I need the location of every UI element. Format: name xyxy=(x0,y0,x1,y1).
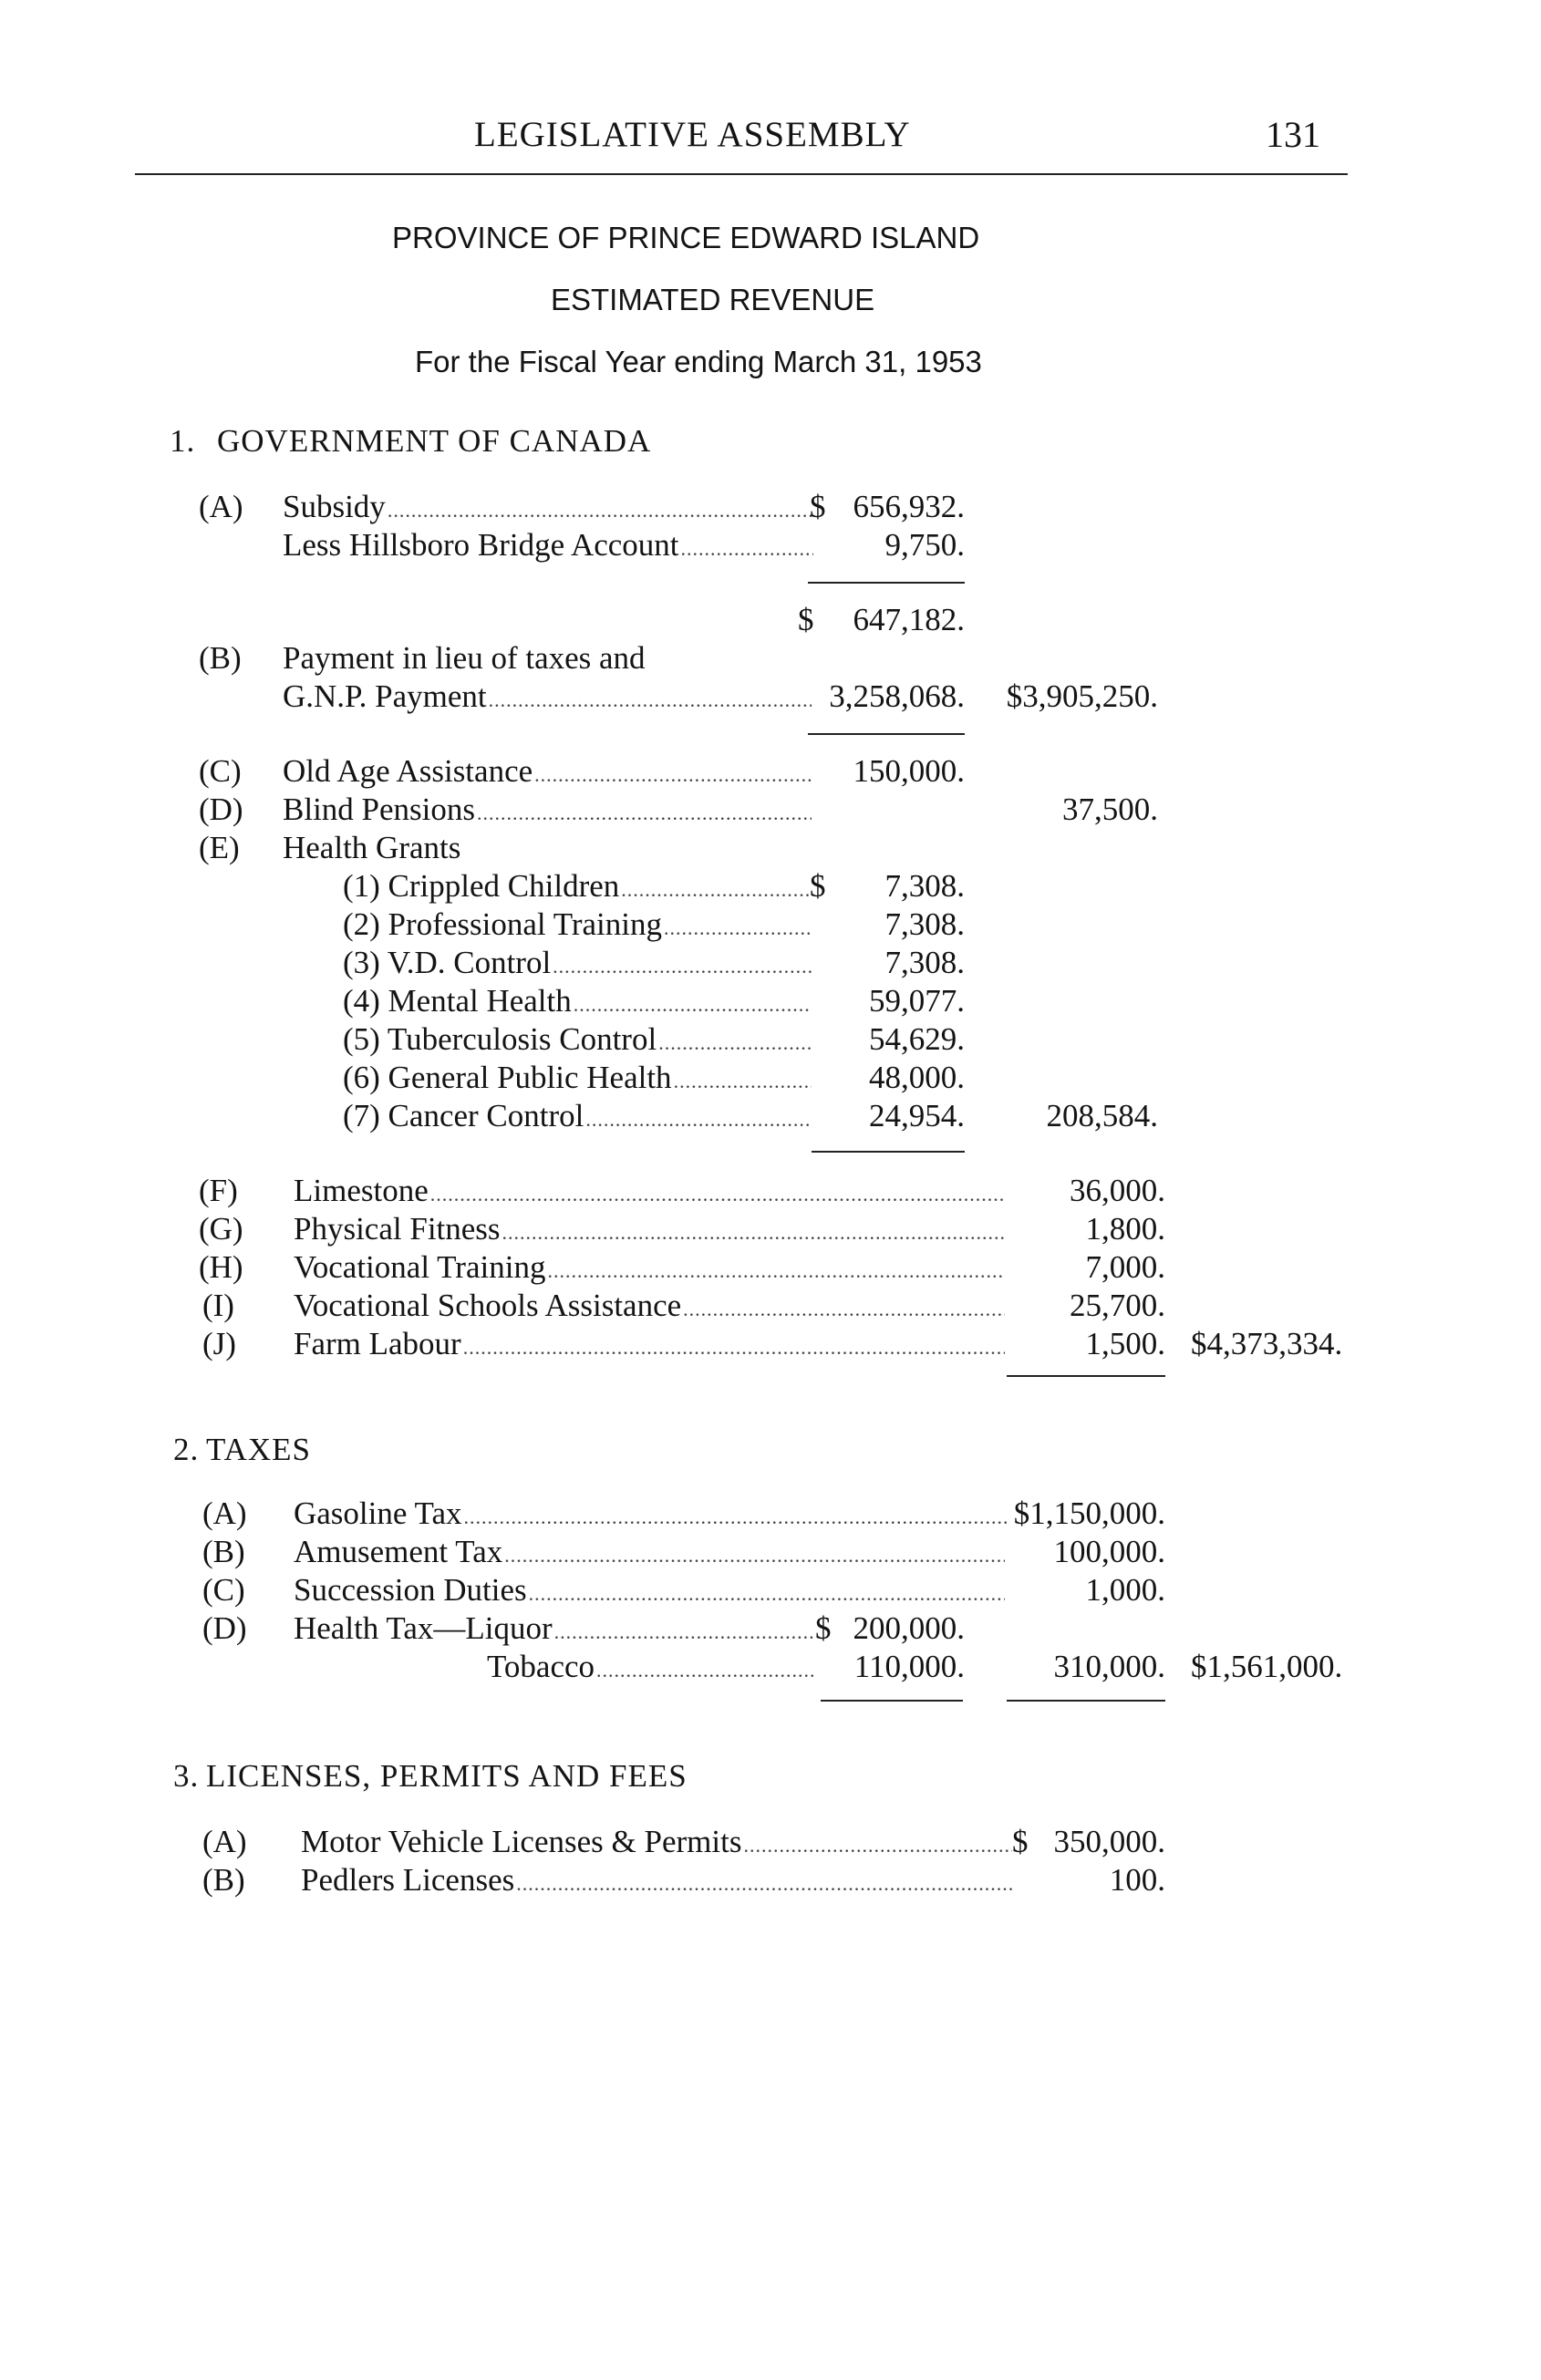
section-3-heading: LICENSES, PERMITS AND FEES xyxy=(206,1758,688,1794)
page-number: 131 xyxy=(1266,114,1320,155)
pedlers-label: Pedlers Licenses xyxy=(301,1862,515,1898)
rest-value: 1,500. xyxy=(1085,1326,1165,1361)
rest-line xyxy=(294,1288,1005,1328)
item-letter: (I) xyxy=(202,1288,234,1323)
subsidy-label: Subsidy xyxy=(283,489,386,524)
section-1-heading: GOVERNMENT OF CANADA xyxy=(217,423,652,459)
motor-vehicle-dollar: $ xyxy=(1012,1824,1029,1859)
rest-label: Limestone xyxy=(294,1173,429,1208)
motor-vehicle-line xyxy=(301,1824,1012,1864)
health-grant-label: (3) V.D. Control xyxy=(343,945,552,980)
section-2-total: $1,561,000. xyxy=(1191,1649,1343,1684)
rest-line xyxy=(294,1326,1005,1366)
health-grant-line xyxy=(343,1021,812,1061)
health-grant-line xyxy=(343,983,812,1023)
health-grant-label: (6) General Public Health xyxy=(343,1060,672,1095)
rest-value: 25,700. xyxy=(1070,1288,1165,1323)
blind-pensions-line xyxy=(283,792,812,832)
item-letter: (B) xyxy=(202,1862,245,1898)
succession-label: Succession Duties xyxy=(294,1572,527,1608)
gasoline-value: $1,150,000. xyxy=(1013,1495,1165,1531)
item-letter: (G) xyxy=(199,1211,243,1247)
item-letter: (A) xyxy=(202,1495,247,1531)
liquor-label: Health Tax—Liquor xyxy=(294,1610,553,1646)
item-letter: (F) xyxy=(199,1173,238,1208)
health-grant-value: 24,954. xyxy=(869,1098,965,1133)
subtotal-rule xyxy=(808,582,965,584)
health-grant-label: (4) Mental Health xyxy=(343,983,572,1019)
rest-label: Physical Fitness xyxy=(294,1211,501,1247)
amusement-line xyxy=(294,1534,1005,1574)
gnp-label: G.N.P. Payment xyxy=(283,678,487,714)
liquor-value: 200,000. xyxy=(853,1610,965,1646)
pedlers-value: 100. xyxy=(1109,1862,1165,1898)
rest-line xyxy=(294,1173,1005,1213)
hillsboro-label: Less Hillsboro Bridge Account xyxy=(283,527,679,563)
tobacco-label: Tobacco xyxy=(487,1649,595,1684)
gov-subtotal: $3,905,250. xyxy=(1006,678,1158,714)
item-letter: (E) xyxy=(199,830,240,865)
section-1-total: $4,373,334. xyxy=(1191,1326,1343,1361)
health-grant-line xyxy=(343,1060,812,1100)
subtotal-rule xyxy=(808,733,965,735)
succession-value: 1,000. xyxy=(1085,1572,1165,1608)
health-grant-label: (2) Professional Training xyxy=(343,906,662,942)
gnp-value: 3,258,068. xyxy=(829,678,965,714)
subsidy-line xyxy=(283,489,812,529)
rest-value: 1,800. xyxy=(1085,1211,1165,1247)
item-letter: (B) xyxy=(202,1534,245,1569)
title-estimated-revenue: ESTIMATED REVENUE xyxy=(551,283,875,316)
item-letter: (C) xyxy=(202,1572,245,1608)
rest-label: Vocational Schools Assistance xyxy=(294,1288,682,1323)
section-1-number: 1. xyxy=(170,423,196,459)
item-letter: (H) xyxy=(199,1249,243,1285)
subsidy-value: 656,932. xyxy=(853,489,965,524)
motor-vehicle-value: 350,000. xyxy=(1053,1824,1165,1859)
health-grant-dollar: $ xyxy=(810,868,826,904)
item-letter: (D) xyxy=(199,792,243,827)
item-letter: (J) xyxy=(202,1326,236,1361)
item-letter: (D) xyxy=(202,1610,247,1646)
subtotal-rule xyxy=(821,1700,963,1702)
blind-pensions-value: 37,500. xyxy=(1062,792,1158,827)
subtotal-rule xyxy=(812,1151,965,1153)
health-grants-total: 208,584. xyxy=(1046,1098,1158,1133)
old-age-line xyxy=(283,753,812,793)
net-dollar: $ xyxy=(798,602,814,637)
item-letter: (A) xyxy=(199,489,243,524)
motor-vehicle-label: Motor Vehicle Licenses & Permits xyxy=(301,1824,742,1859)
health-grants-label: Health Grants xyxy=(283,830,461,865)
health-grant-line xyxy=(343,906,812,947)
rest-line xyxy=(294,1211,1005,1251)
tobacco-value: 110,000. xyxy=(853,1649,965,1684)
tobacco-line xyxy=(487,1649,815,1689)
running-header-title: LEGISLATIVE ASSEMBLY xyxy=(474,115,911,154)
amusement-value: 100,000. xyxy=(1053,1534,1165,1569)
title-province: PROVINCE OF PRINCE EDWARD ISLAND xyxy=(392,221,980,254)
subtotal-rule xyxy=(1007,1700,1165,1702)
old-age-value: 150,000. xyxy=(853,753,965,789)
health-grant-line xyxy=(343,868,810,908)
item-letter: (B) xyxy=(199,640,242,676)
amusement-label: Amusement Tax xyxy=(294,1534,503,1569)
rest-label: Vocational Training xyxy=(294,1249,546,1285)
health-grant-value: 7,308. xyxy=(884,906,965,942)
gasoline-label: Gasoline Tax xyxy=(294,1495,462,1531)
health-grant-value: 48,000. xyxy=(869,1060,965,1095)
subsidy-dollar: $ xyxy=(810,489,826,524)
payment-lieu-label: Payment in lieu of taxes and xyxy=(283,640,646,676)
item-letter: (C) xyxy=(199,753,242,789)
succession-line xyxy=(294,1572,1005,1612)
health-grant-value: 7,308. xyxy=(884,945,965,980)
gnp-line xyxy=(283,678,812,719)
net-value: 647,182. xyxy=(853,602,965,637)
health-grant-line xyxy=(343,1098,812,1138)
rest-value: 7,000. xyxy=(1085,1249,1165,1285)
health-grant-label: (1) Crippled Children xyxy=(343,868,620,904)
section-2-number: 2. xyxy=(173,1432,200,1467)
hillsboro-line xyxy=(283,527,813,567)
health-grant-value: 59,077. xyxy=(869,983,965,1019)
health-tax-total: 310,000. xyxy=(1053,1649,1165,1684)
health-grant-label: (5) Tuberculosis Control xyxy=(343,1021,657,1057)
blind-pensions-label: Blind Pensions xyxy=(283,792,476,827)
gasoline-line xyxy=(294,1495,1010,1536)
health-grant-value: 7,308. xyxy=(884,868,965,904)
header-rule xyxy=(135,173,1348,175)
hillsboro-value: 9,750. xyxy=(884,527,965,563)
old-age-label: Old Age Assistance xyxy=(283,753,533,789)
subtotal-rule xyxy=(1007,1375,1165,1377)
title-fiscal-year: For the Fiscal Year ending March 31, 1953 xyxy=(415,345,982,378)
rest-value: 36,000. xyxy=(1070,1173,1165,1208)
health-grant-line xyxy=(343,945,812,985)
health-grant-value: 54,629. xyxy=(869,1021,965,1057)
section-3-number: 3. xyxy=(173,1758,200,1794)
liquor-dollar: $ xyxy=(815,1610,832,1646)
rest-label: Farm Labour xyxy=(294,1326,461,1361)
liquor-line xyxy=(294,1610,813,1650)
pedlers-line xyxy=(301,1862,1012,1902)
health-grant-label: (7) Cancer Control xyxy=(343,1098,584,1133)
item-letter: (A) xyxy=(202,1824,247,1859)
rest-line xyxy=(294,1249,1005,1289)
section-2-heading: TAXES xyxy=(206,1432,311,1467)
